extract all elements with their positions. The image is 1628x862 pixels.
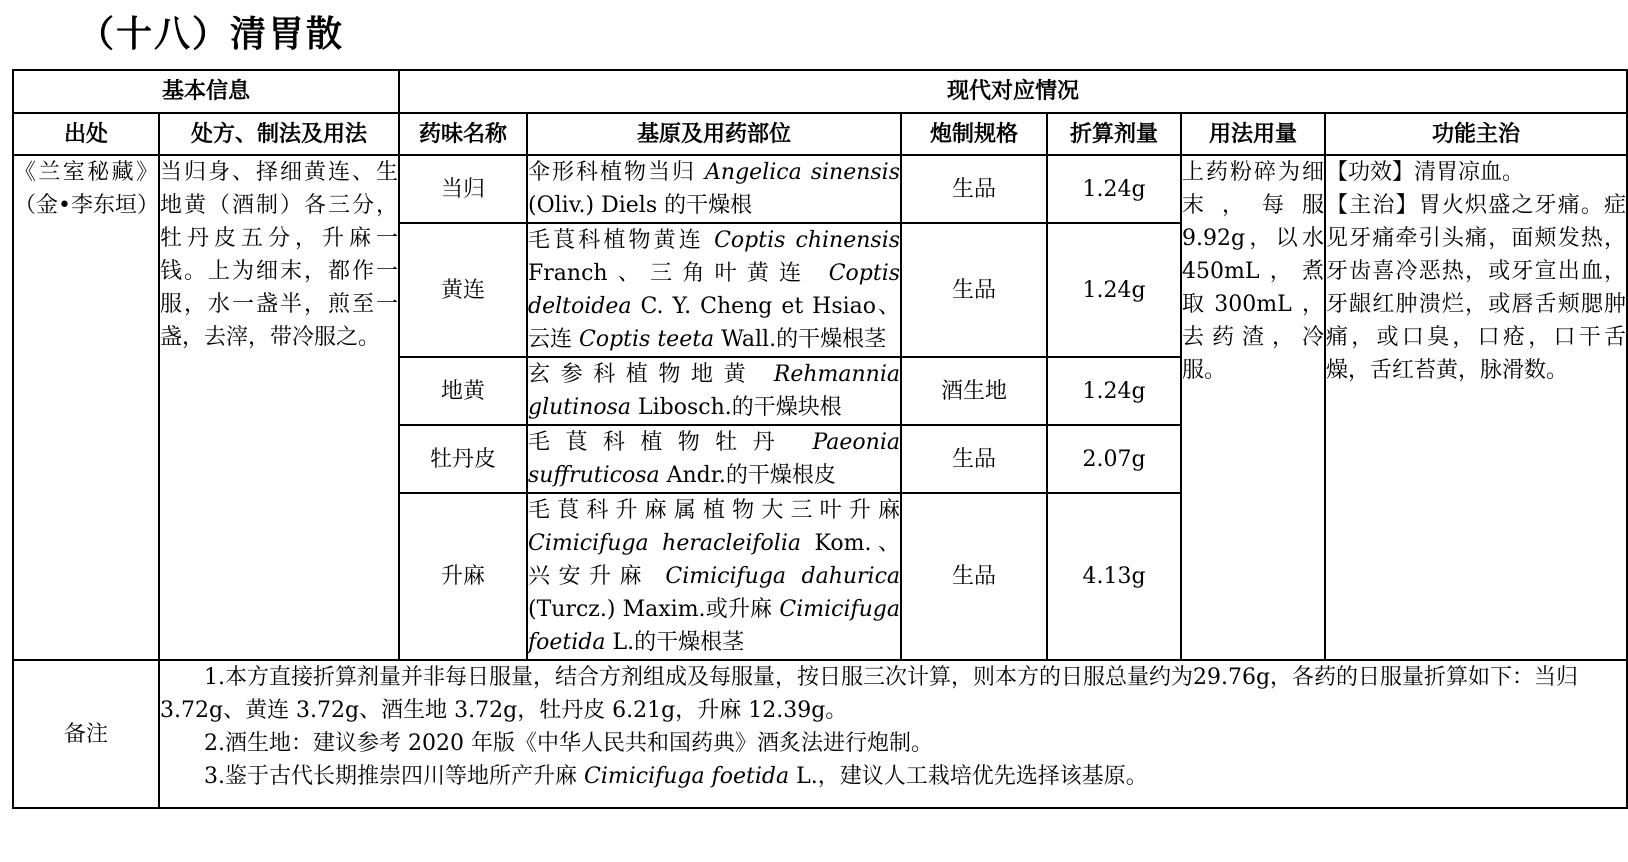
herb-origin [527,493,901,660]
header-function: 功能主治 [1325,113,1627,155]
herb-processing: 生品 [901,155,1047,223]
origin-text: Wall.的干燥根茎 [714,327,887,352]
species-name: Coptis teeta [579,327,715,352]
herb-processing: 生品 [901,493,1047,660]
species-name: Coptis chinensis [714,228,901,253]
herb-processing: 生品 [901,223,1047,357]
function-indication: 【主治】胃火炽盛之牙痛。症见牙痛牵引头痛，面颊发热，牙齿喜冷恶热，或牙宣出血，牙龈红肿溃烂，或唇舌颊腮肿痛，或口臭，口疮，口干舌燥，舌红苔黄，脉滑数。 [1326,193,1627,383]
header-dose: 折算剂量 [1047,113,1181,155]
herb-origin [527,357,901,425]
herb-dose: 1.24g [1047,357,1181,425]
header-usage: 用法用量 [1181,113,1325,155]
species-name: Cimicifuga foetida [528,597,901,655]
note-2: 2.酒生地：建议参考 2020 年版《中华人民共和国药典》酒炙法进行炮制。 [204,731,933,756]
formula-table [12,69,1628,809]
species-name: Cimicifuga heracleifolia [528,531,801,556]
species-name: Cimicifuga dahurica [665,564,901,589]
herb-origin [527,425,901,493]
origin-text: 毛茛科植物黄连 [528,228,715,253]
note-3 [160,760,1626,793]
herb-name: 地黄 [399,357,527,425]
origin-text: 玄参科植物地黄 [528,362,774,387]
origin-text: Franch、三角叶黄连 [528,261,829,286]
header-modern: 现代对应情况 [399,70,1627,113]
origin-text: (Turcz.) Maxim.或升麻 [528,597,780,622]
notes-label: 备注 [13,660,159,808]
species-name: Rehmannia glutinosa [528,362,901,420]
header-source: 出处 [13,113,159,155]
origin-text: 毛茛科升麻属植物大三叶升麻 [528,498,901,523]
prescription-cell: 当归身、择细黄连、生地黄（酒制）各三分，牡丹皮五分，升麻一钱。上为细末，都作一服，水一盏半，煎至一盏，去滓，带冷服之。 [159,155,399,660]
origin-text: Libosch.的干燥块根 [631,395,842,420]
note-text: 3.鉴于古代长期推崇四川等地所产升麻 [204,764,584,789]
herb-origin [527,155,901,223]
species-name: Paeonia suffruticosa [528,430,901,488]
notes-content [159,660,1627,808]
herb-dose: 1.24g [1047,155,1181,223]
herb-name: 升麻 [399,493,527,660]
header-basic-info: 基本信息 [13,70,399,113]
herb-origin [527,223,901,357]
herb-dose: 4.13g [1047,493,1181,660]
herb-name: 黄连 [399,223,527,357]
header-row-1 [13,70,1627,113]
note-text: L.，建议人工栽培优先选择该基原。 [789,764,1148,789]
herb-row-danggui [13,155,1627,223]
header-herb-name: 药味名称 [399,113,527,155]
note-1: 1.本方直接折算剂量并非每日服量，结合方剂组成及每服量，按日服三次计算，则本方的日服总量约为29.76g，各药的日服量折算如下：当归 3.72g、黄连 3.72g、酒生地 3.72g，牡丹皮 6.21g，升麻 12.39g。 [160,665,1579,723]
species-name: Cimicifuga foetida [584,764,790,789]
herb-name: 当归 [399,155,527,223]
function-cell [1325,155,1627,660]
species-name: Coptis deltoidea [528,261,901,319]
origin-text: 伞形科植物当归 [528,160,706,185]
herb-processing: 生品 [901,425,1047,493]
origin-text: 毛茛科植物牡丹 [528,430,813,455]
header-prescription: 处方、制法及用法 [159,113,399,155]
page-title: （十八）清胃散 [78,14,345,55]
herb-dose: 2.07g [1047,425,1181,493]
header-origin-part: 基原及用药部位 [527,113,901,155]
source-cell: 《兰室秘藏》（金•李东垣） [13,155,159,660]
origin-text: C. Y. Cheng et Hsiao、云连 [528,294,901,352]
origin-text: Kom.、兴安升麻 [528,531,901,589]
usage-cell: 上药粉碎为细末，每服9.92g，以水450mL，煮取300mL，去药渣，冷服。 [1181,155,1325,660]
notes-row [13,660,1627,808]
species-name: Angelica sinensis [705,160,901,185]
origin-text: (Oliv.) Diels 的干燥根 [528,193,753,218]
herb-processing: 酒生地 [901,357,1047,425]
herb-dose: 1.24g [1047,223,1181,357]
function-efficacy: 【功效】清胃凉血。 [1326,160,1525,185]
header-row-2 [13,113,1627,155]
header-processing: 炮制规格 [901,113,1047,155]
origin-text: Andr.的干燥根皮 [659,463,836,488]
origin-text: L.的干燥根茎 [605,630,745,655]
herb-name: 牡丹皮 [399,425,527,493]
